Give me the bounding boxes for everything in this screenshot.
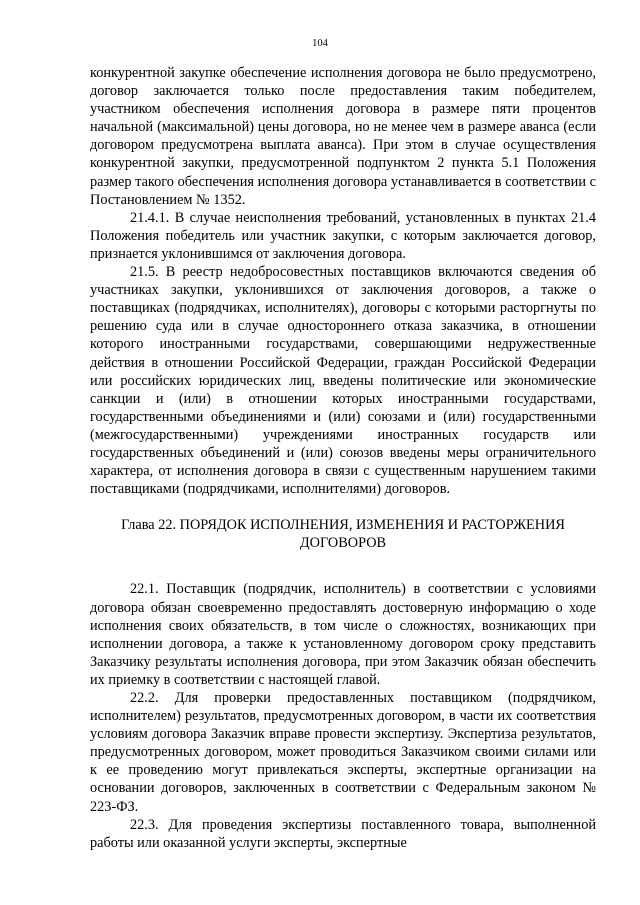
paragraph-22-1: 22.1. Поставщик (подрядчик, исполнитель) в соответствии с условиями договора обязан своевременно предоставлять достоверную информацию о ходе исполнения своих обязательств, в том числе о сложностях, возникающих при исполнении договора, а также к установленному договором сроку представить Заказчику результаты исполнения договора, при этом Заказчик обязан обеспечить их приемку в соответствии с настоящей главой. bbox=[90, 581, 596, 688]
paragraph-22-3: 22.3. Для проведения экспертизы поставленного товара, выполненной работы или оказанной услуги эксперты, экспертные bbox=[90, 816, 596, 851]
paragraph-22-2: 22.2. Для проверки предоставленных поставщиком (подрядчиком, исполнителем) результатов, предусмотренных договором, в части их соответствия условиям договора Заказчик вправе провести экспертизу. Экспертиза результатов, предусмотренных договором, может проводиться Заказчиком своими силами или к ее проведению могут привлекаться эксперты, экспертные организации на основании договоров, заключенных в соответствии с Федеральным законом № 223-ФЗ. bbox=[90, 690, 596, 815]
document-body bbox=[90, 64, 596, 852]
page-number: 104 bbox=[312, 38, 328, 49]
paragraph-21-4-1: 21.4.1. В случае неисполнения требований, установленных в пунктах 21.4 Положения победитель или участник закупки, с которым заключается договор, признается уклонившимся от заключения договора. bbox=[90, 209, 596, 262]
paragraph-21-5: 21.5. В реестр недобросовестных поставщиков включаются сведения об участниках закупки, уклонившихся от заключения договоров, а также о поставщиках (подрядчиках, исполнителях), договоры с которыми расторгнуты по решению суда или в случае одностороннего отказа заказчика, в отношении которого иностранными государствами, совершающими недружественные действия в отношении Российской Федерации, граждан Российской Федерации или российских юридических лиц, введены политические или экономические санкции и (или) в отношении которых иностранными государствами, государственными объединениями и (или) союзами и (или) государственными (межгосударственными) учреждениями иностранных государств или государственных объединений и (или) союзов введены меры ограничительного характера, от исполнения договора в связи с существенным нарушением такими поставщиками (подрядчиками, исполнителями) договоров. bbox=[90, 264, 596, 498]
paragraph-continued: конкурентной закупке обеспечение исполнения договора не было предусмотрено, договор заключается только после предоставления таким победителем, участником обеспечения исполнения договора в размере пяти процентов начальной (максимальной) цены договора, но не менее чем в размере аванса (если договором предусмотрена выплата аванса). При этом в случае осуществления конкурентной закупки, предусмотренной подпунктом 2 пункта 5.1 Положения размер такого обеспечения исполнения договора устанавливается в соответствии с Постановлением № 1352. bbox=[90, 65, 596, 208]
chapter-title: Глава 22. ПОРЯДОК ИСПОЛНЕНИЯ, ИЗМЕНЕНИЯ И РАСТОРЖЕНИЯ ДОГОВОРОВ bbox=[121, 517, 565, 552]
spacer bbox=[90, 552, 596, 580]
